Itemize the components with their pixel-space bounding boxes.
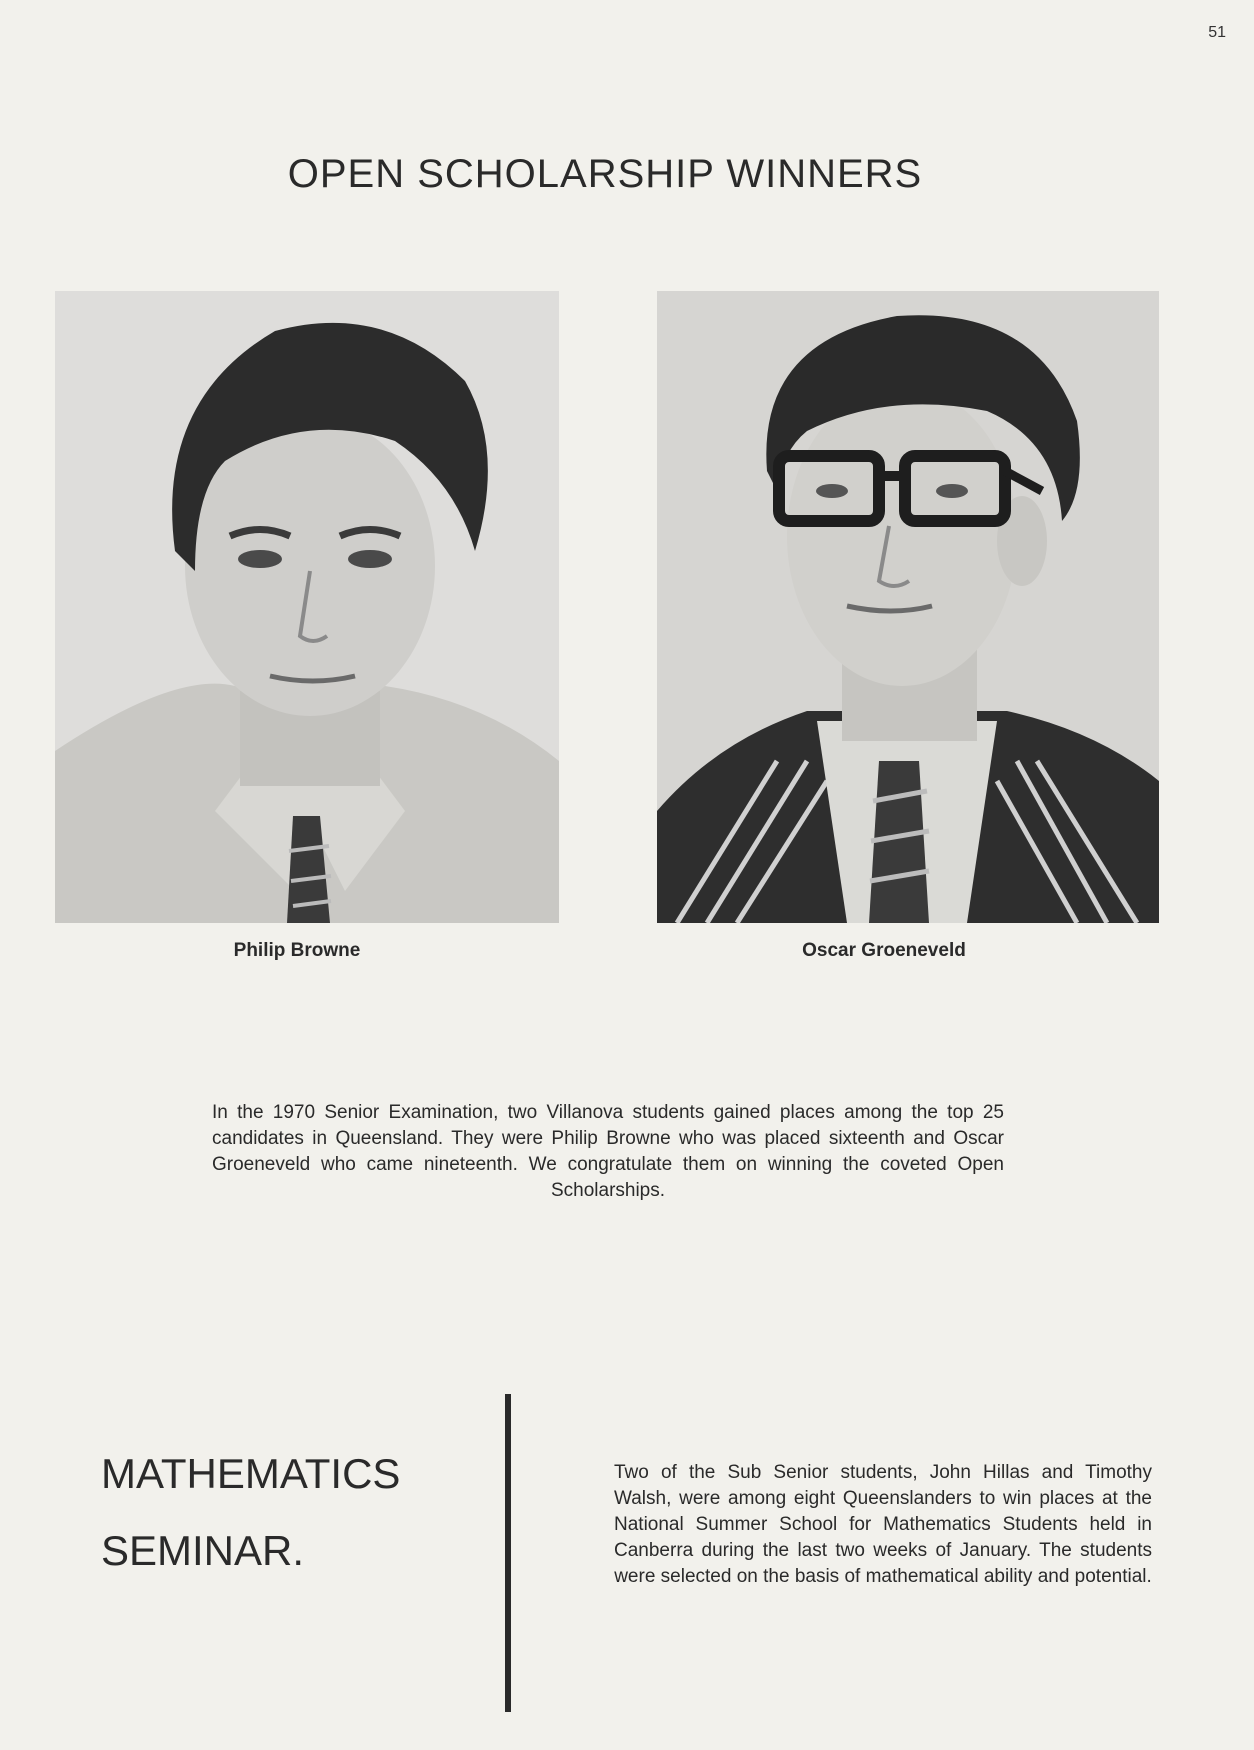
- seminar-paragraph: Two of the Sub Senior students, John Hillas and Timothy Walsh, were among eight Queenslanders to win places at the National Summer School for Mathematics Students held in Canberra during the last two weeks of January. The students were selected on the basis of mathematical ability and potential.: [614, 1462, 1152, 1587]
- section-title-line2: SEMINAR.: [101, 1527, 305, 1574]
- page-number: 51: [1208, 24, 1226, 41]
- section-title-line1: MATHEMATICS: [101, 1450, 401, 1497]
- portrait-photo-oscar-groeneveld: [657, 291, 1159, 923]
- vertical-divider: [505, 1394, 511, 1712]
- page-title: OPEN SCHOLARSHIP WINNERS: [287, 152, 923, 196]
- intro-paragraph: In the 1970 Senior Examination, two Villanova students gained places among the top 25 candidates in Queensland. They were Philip Browne who was placed sixteenth and Oscar Groeneveld who came nineteenth. We congratulate them on winning the coveted Open Scholarships.: [212, 1102, 1004, 1201]
- portrait-photo-philip-browne: [55, 291, 559, 923]
- caption-oscar-groeneveld: Oscar Groeneveld: [802, 940, 966, 961]
- caption-philip-browne: Philip Browne: [233, 940, 361, 961]
